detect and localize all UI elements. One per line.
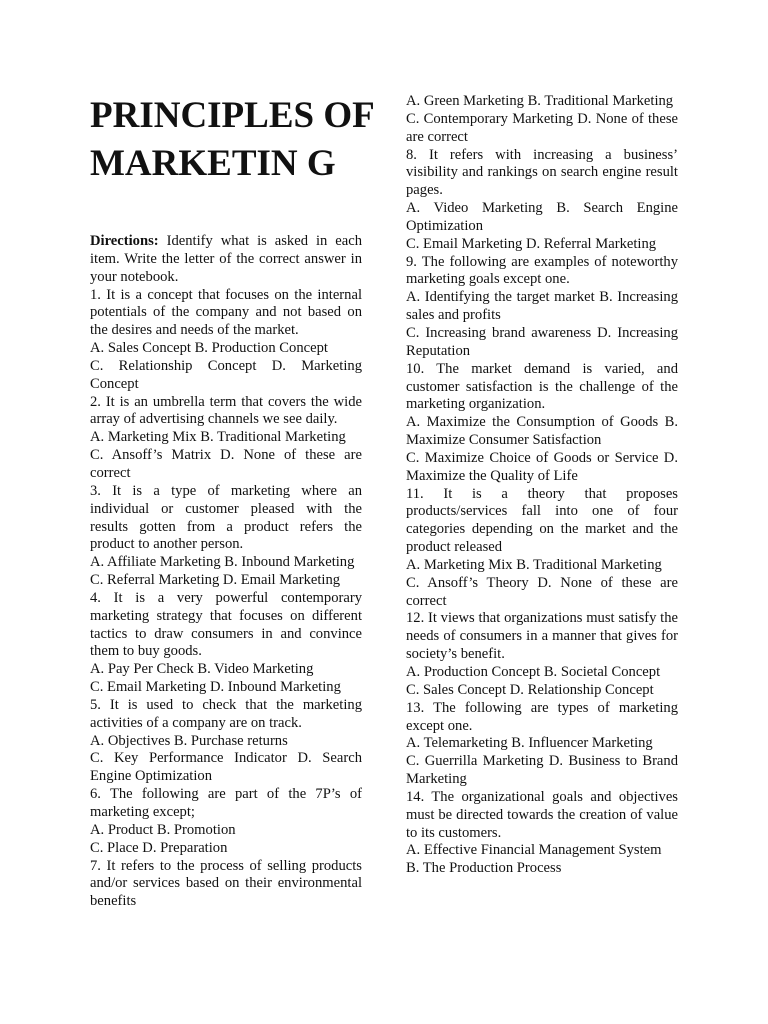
right-column (406, 93, 678, 878)
answer-line: A. Pay Per Check B. Video Marketing (90, 661, 314, 678)
question-line: 11. It is a theory that proposes products/services fall into one of four categories depending on the market and the product released (406, 485, 678, 556)
question-line: 13. The following are types of marketing except one. (406, 699, 678, 734)
answer-line: C. Key Performance Indicator D. Search Engine Optimization (90, 750, 362, 785)
answer-line: C. Relationship Concept D. Marketing Concept (90, 357, 362, 392)
question-line: 7. It refers to the process of selling products and/or services based on their environmental benefits (90, 857, 362, 910)
left-column (90, 233, 362, 911)
directions (90, 233, 362, 287)
question-line: 12. It views that organizations must satisfy the needs of consumers in a manner that gives for society’s benefit. (406, 610, 678, 663)
question-line: 6. The following are part of the 7P’s of marketing except; (90, 786, 362, 820)
answer-line: A. Product B. Promotion (90, 821, 236, 838)
answer-line: C. Ansoff’s Theory D. None of these are correct (406, 574, 678, 609)
answer-line: C. Referral Marketing D. Email Marketing (90, 572, 341, 589)
question-line: 4. It is a very powerful contemporary marketing strategy that focuses on different tactics to draw consumers in and convince them to buy goods. (90, 589, 362, 660)
answer-line: B. The Production Process (406, 860, 562, 877)
answer-line: A. Production Concept B. Societal Concept (406, 664, 661, 680)
question-line: 3. It is a type of marketing where an individual or customer pleased with the results gotten from a product refers the product to another person. (90, 482, 362, 553)
answer-line: A. Marketing Mix B. Traditional Marketing (406, 556, 662, 573)
answer-line: A. Affiliate Marketing B. Inbound Marketing (90, 554, 355, 571)
directions-text: Identify what is asked in each item. Write the letter of the correct answer in your notebook. (90, 233, 362, 285)
answer-line: C. Email Marketing D. Inbound Marketing (90, 679, 341, 696)
answer-line: C. Contemporary Marketing D. None of these are correct (406, 110, 678, 145)
question-line: 2. It is an umbrella term that covers the wide array of advertising channels we see daily. (90, 393, 362, 428)
answer-line: C. Sales Concept D. Relationship Concept (406, 681, 654, 698)
answer-line: C. Email Marketing D. Referral Marketing (406, 235, 657, 252)
answer-line: A. Effective Financial Management System (406, 842, 662, 859)
answer-line: C. Place D. Preparation (90, 839, 228, 856)
answer-line: C. Guerrilla Marketing D. Business to Brand Marketing (406, 753, 678, 788)
answer-line: C. Increasing brand awareness D. Increasing Reputation (406, 324, 678, 359)
question-line: 10. The market demand is varied, and customer satisfaction is the challenge of the marketing organization. (406, 360, 678, 413)
answer-line: A. Sales Concept B. Production Concept (90, 340, 328, 357)
question-line: 9. The following are examples of noteworthy marketing goals except one. (406, 253, 678, 288)
answer-line: A. Objectives B. Purchase returns (90, 732, 288, 749)
answer-line: A. Maximize the Consumption of Goods B. Maximize Consumer Satisfaction (406, 414, 678, 449)
answer-line: A. Identifying the target market B. Increasing sales and profits (406, 289, 678, 324)
question-line: 5. It is used to check that the marketing activities of a company are on track. (90, 696, 362, 731)
answer-line: A. Marketing Mix B. Traditional Marketing (90, 429, 346, 446)
question-line: 8. It refers with increasing a business’ visibility and rankings on search engine result pages. (406, 146, 678, 199)
answer-line: C. Maximize Choice of Goods or Service D. Maximize the Quality of Life (406, 449, 678, 484)
directions-label: Directions: (90, 233, 159, 249)
question-line: 1. It is a concept that focuses on the internal potentials of the company and not based on the desires and needs of the market. (90, 286, 362, 339)
answer-line: C. Ansoff’s Matrix D. None of these are correct (90, 447, 362, 481)
document-title: PRINCIPLES OF MARKETIN G (90, 95, 374, 184)
answer-line: A. Video Marketing B. Search Engine Optimization (406, 200, 678, 234)
answer-line: A. Telemarketing B. Influencer Marketing (406, 735, 653, 752)
question-line: 14. The organizational goals and objectives must be directed towards the creation of value to its customers. (406, 788, 678, 841)
answer-line: A. Green Marketing B. Traditional Marketing (406, 93, 674, 109)
